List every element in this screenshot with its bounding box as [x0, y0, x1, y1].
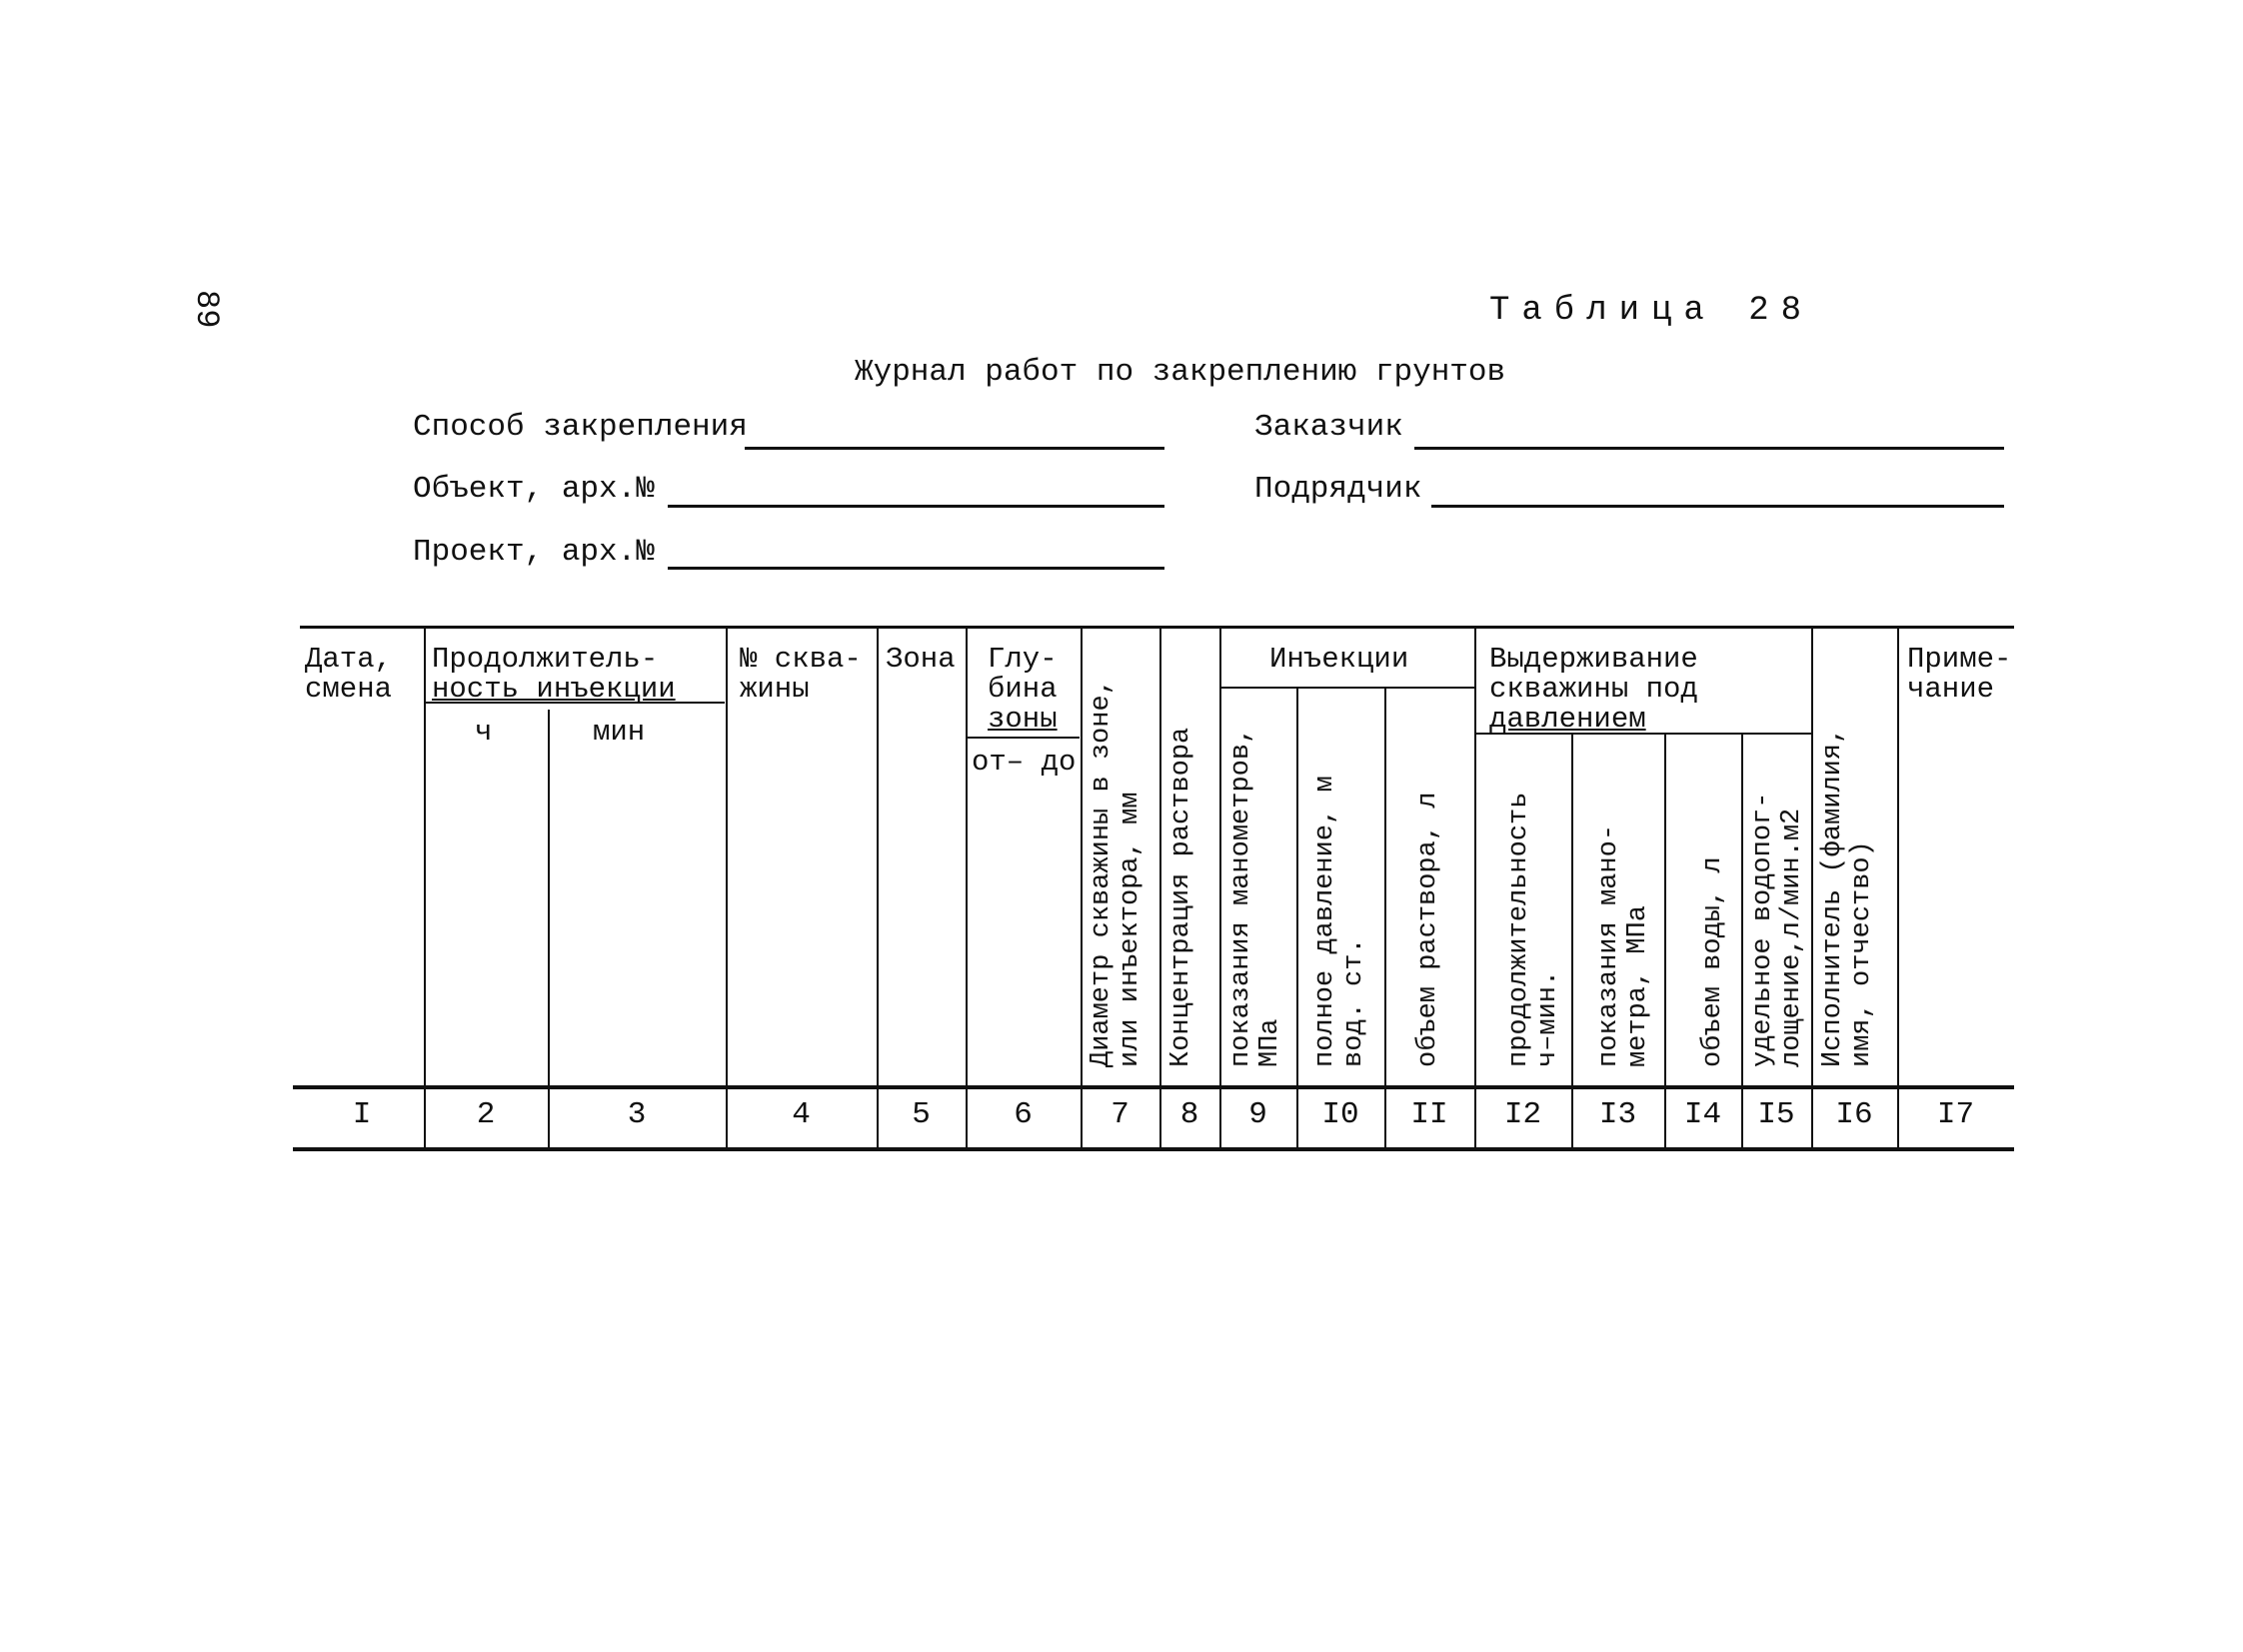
- object-field[interactable]: [668, 505, 1164, 508]
- column-number: 2: [476, 1097, 496, 1132]
- header-injections: Инъекции: [1269, 643, 1409, 676]
- project-label: Проект, арх.№: [413, 535, 655, 570]
- header-injection-duration: Продолжитель- ность инъекции: [432, 643, 676, 706]
- col-divider-10: [1384, 687, 1386, 1148]
- header-full-pressure: полное давление, м вод. ст.: [1310, 776, 1369, 1067]
- header-zone-depth: Глу- бина зоны: [988, 643, 1058, 736]
- col-divider-14: [1741, 733, 1743, 1148]
- col-divider-7: [1159, 626, 1161, 1148]
- table-bottom-border: [293, 1147, 2014, 1151]
- header-holding-duration: продолжительность ч–мин.: [1504, 792, 1563, 1067]
- column-number: I6: [1835, 1097, 1873, 1132]
- header-holding-under-pressure: Выдерживание скважины под давлением: [1489, 643, 1698, 736]
- col-divider-1: [424, 626, 426, 1148]
- col-divider-3: [726, 626, 728, 1148]
- column-number: 8: [1179, 1097, 1199, 1132]
- customer-field[interactable]: [1414, 447, 2004, 450]
- col-divider-15: [1811, 626, 1813, 1148]
- page-number: 89: [188, 290, 225, 329]
- header-well-number: № сква- жины: [740, 643, 862, 706]
- column-number: 7: [1111, 1097, 1129, 1132]
- column-number: II: [1410, 1097, 1448, 1132]
- customer-label: Заказчик: [1254, 410, 1403, 445]
- column-number: I2: [1503, 1097, 1542, 1132]
- header-manometer-reading: показания мано- метра, МПа: [1594, 824, 1653, 1067]
- object-label: Объект, арх.№: [413, 472, 655, 507]
- method-label: Способ закрепления: [413, 410, 748, 445]
- project-field[interactable]: [668, 567, 1164, 570]
- header-solution-volume: объем раствора, л: [1413, 792, 1443, 1067]
- col-divider-12: [1571, 733, 1573, 1148]
- column-number: 6: [1014, 1097, 1033, 1132]
- col-divider-6: [1081, 626, 1083, 1148]
- journal-title: Журнал работ по закреплению грунтов: [855, 355, 1506, 390]
- column-number: I: [352, 1097, 372, 1132]
- header-date-shift: Дата, смена: [305, 643, 393, 706]
- header-zone: Зона: [886, 643, 956, 676]
- header-from-to: от– до: [972, 746, 1077, 779]
- col-divider-9: [1296, 687, 1298, 1148]
- col-divider-13: [1664, 733, 1666, 1148]
- header-manometer-readings: показания манометров, МПа: [1226, 727, 1285, 1067]
- header-note: Приме- чание: [1907, 643, 2012, 706]
- col-divider-2: [548, 710, 550, 1148]
- column-number: 9: [1248, 1097, 1267, 1132]
- table-title: Таблица 28: [1489, 292, 1814, 330]
- col-divider-5: [966, 626, 968, 1148]
- column-number: 5: [912, 1097, 931, 1132]
- col-divider-11: [1474, 626, 1476, 1148]
- header-specific-water-absorption: удельное водопог- лощение,л/мин.м2: [1748, 792, 1807, 1067]
- column-number: I4: [1683, 1097, 1722, 1132]
- header-solution-concentration: Концентрация раствора: [1166, 727, 1196, 1067]
- column-number: 3: [627, 1097, 647, 1132]
- contractor-label: Подрядчик: [1254, 472, 1422, 507]
- col-divider-16: [1897, 626, 1899, 1148]
- header-water-volume: объем воды, л: [1698, 856, 1728, 1067]
- contractor-field[interactable]: [1431, 505, 2004, 508]
- header-well-diameter: Диаметр скважины в зоне, или инъектора, мм: [1087, 679, 1145, 1067]
- group-rule-injection: [1221, 687, 1474, 689]
- column-number: I3: [1598, 1097, 1637, 1132]
- col-divider-8: [1219, 626, 1221, 1148]
- table-top-border: [300, 626, 2014, 629]
- header-minutes: мин: [593, 716, 646, 749]
- column-number: I7: [1936, 1097, 1975, 1132]
- header-hours: ч: [475, 716, 493, 749]
- header-bottom-border: [293, 1085, 2014, 1089]
- header-executor: Исполнитель (фамилия, имя, отчество): [1818, 727, 1877, 1067]
- group-rule-depth: [968, 737, 1080, 739]
- column-number: I0: [1321, 1097, 1359, 1132]
- column-number: 4: [792, 1097, 811, 1132]
- method-field[interactable]: [745, 447, 1164, 450]
- col-divider-4: [877, 626, 879, 1148]
- column-number: I5: [1757, 1097, 1795, 1132]
